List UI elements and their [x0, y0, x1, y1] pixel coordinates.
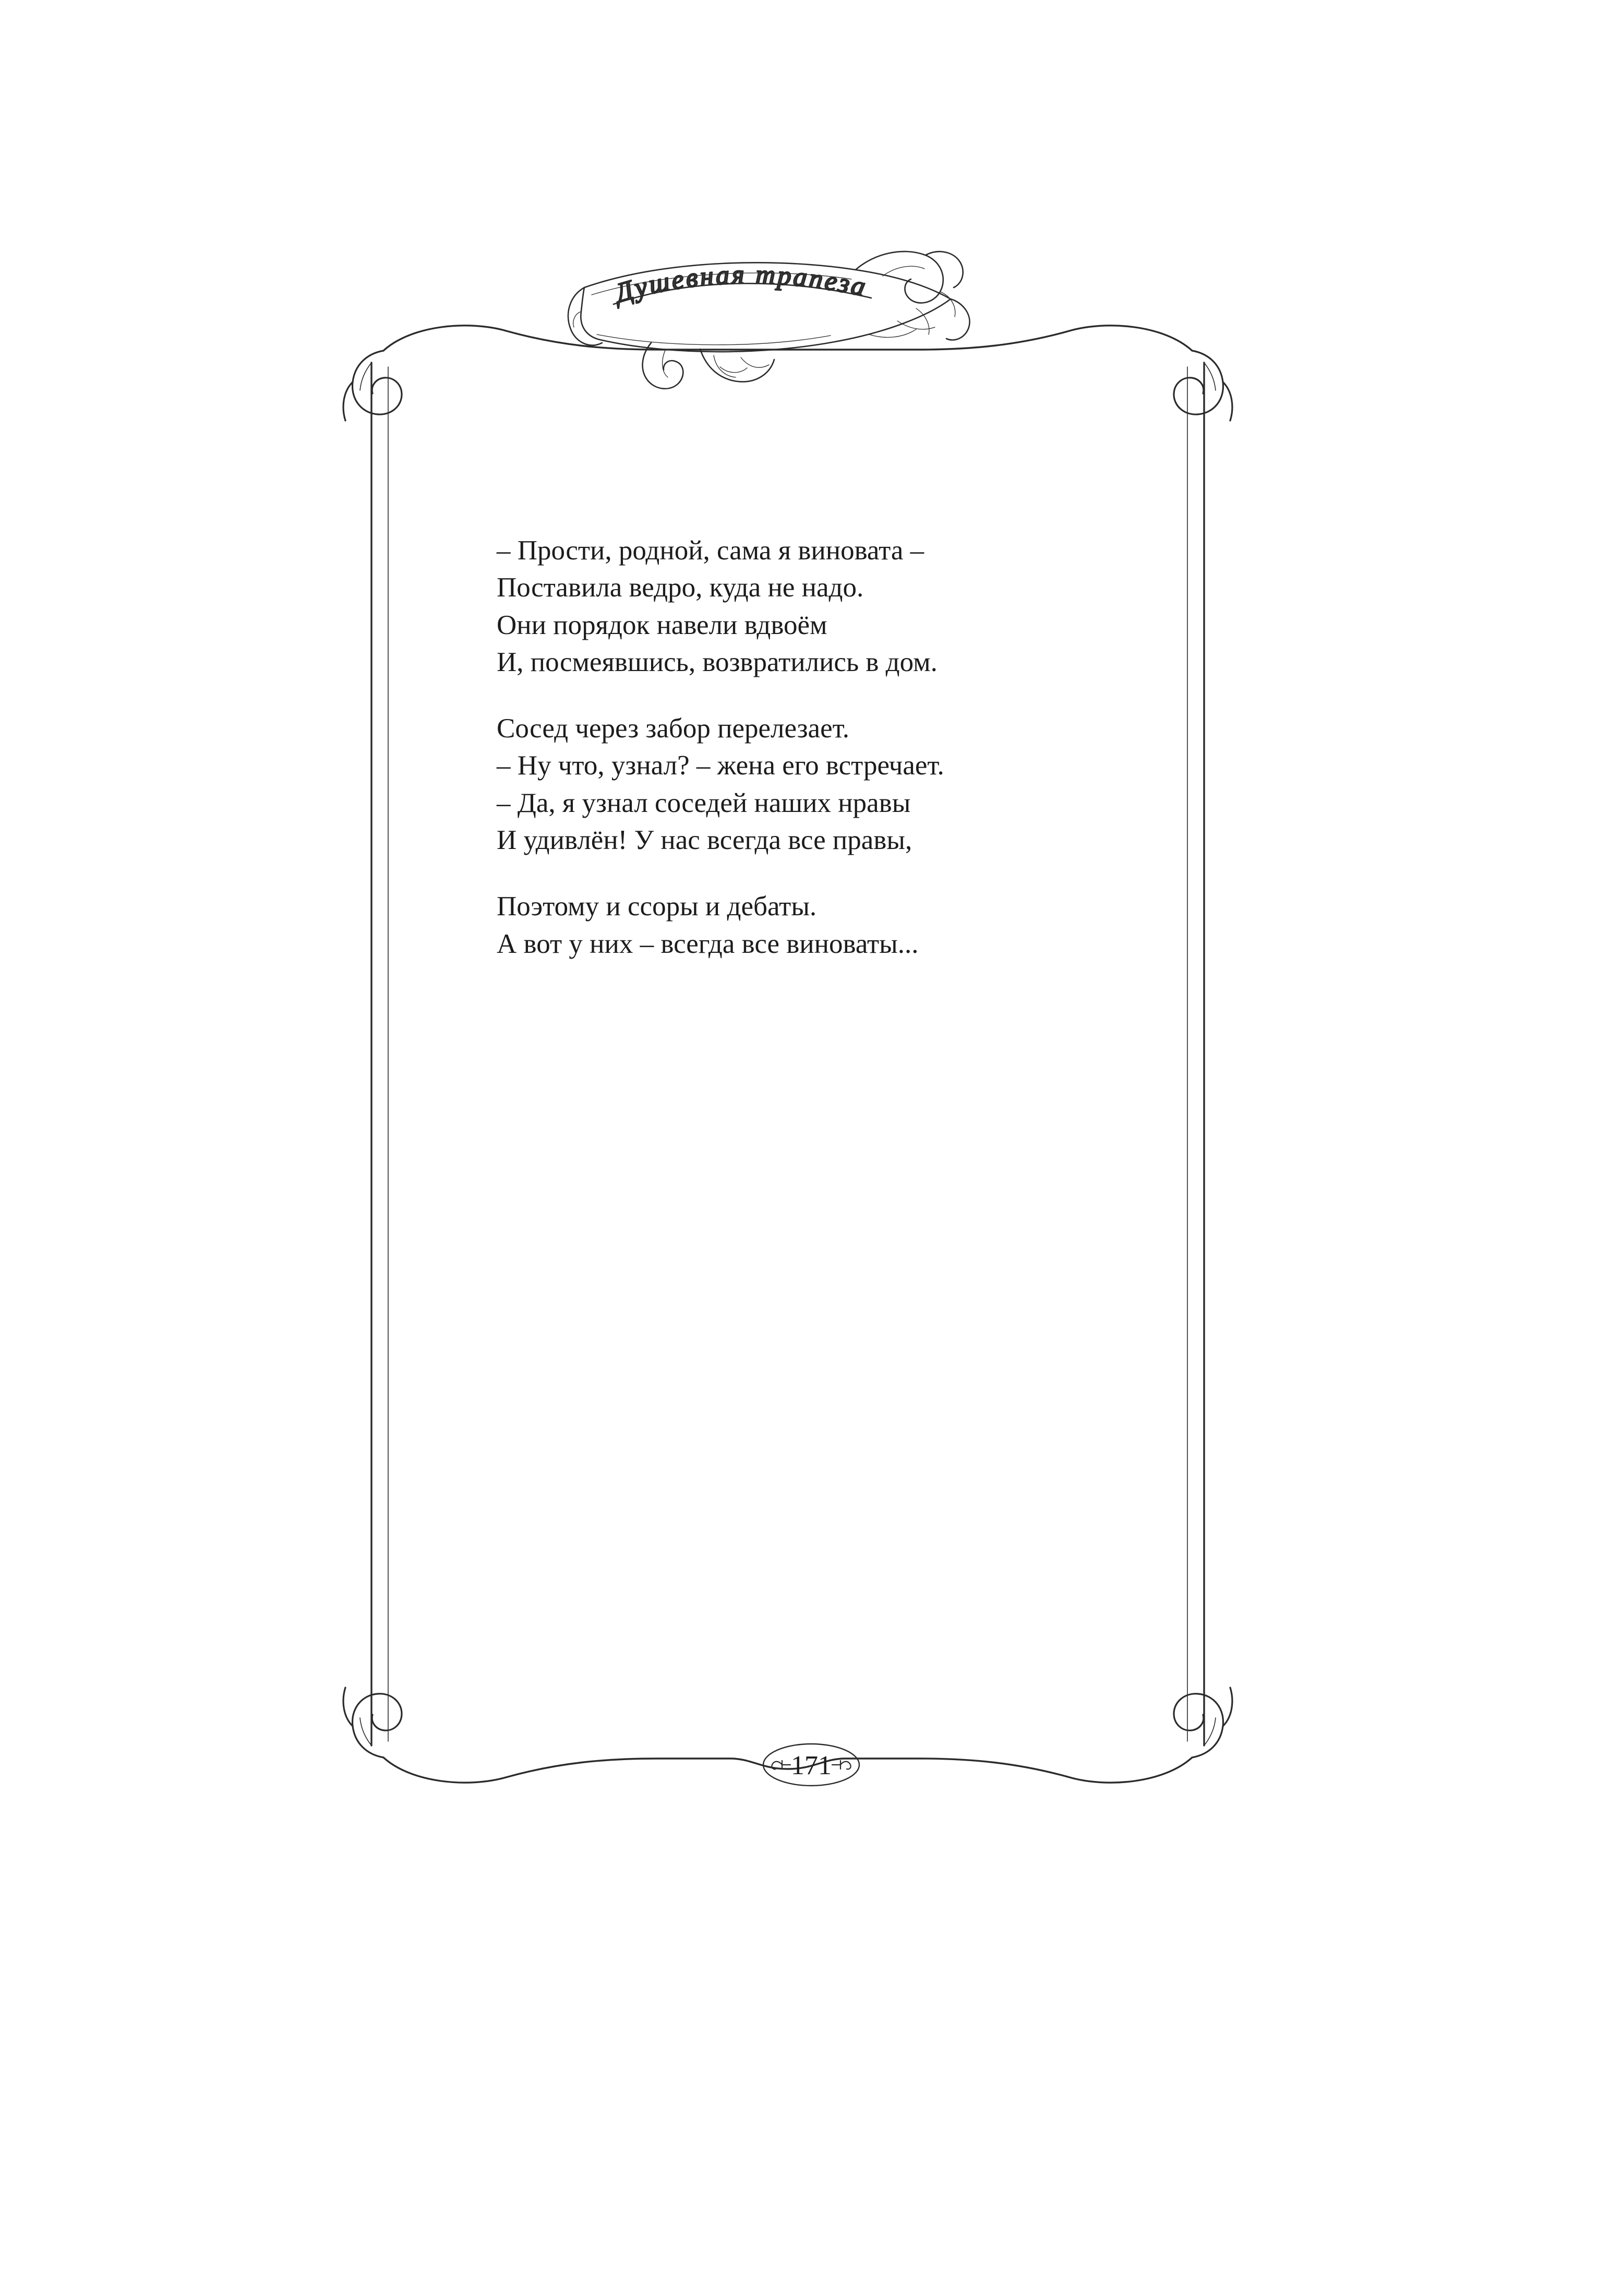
- poem-line: И удивлён! У нас всегда все правы,: [497, 824, 912, 855]
- corner-scroll-ornament: [343, 351, 402, 421]
- poem-line: Сосед через забор перелезает.: [497, 713, 850, 744]
- corner-scroll-ornament: [1174, 1688, 1232, 1757]
- poem-line: Они порядок навели вдвоём: [497, 609, 827, 640]
- page-number-cartouche: [738, 1738, 884, 1792]
- corner-scroll-ornament: [1174, 351, 1232, 421]
- poem-line: Поставила ведро, куда не надо.: [497, 572, 864, 603]
- poem-line: – Да, я узнал соседей наших нравы: [497, 787, 911, 818]
- stanza: [497, 532, 1175, 681]
- corner-scroll-ornament: [343, 1688, 402, 1757]
- poem-line: И, посмеявшись, возвратились в дом.: [497, 647, 938, 677]
- running-head: Душевная трапеза: [611, 260, 870, 309]
- poem-line: – Ну что, узнал? – жена его встречает.: [497, 750, 944, 781]
- page-number: 171: [791, 1751, 832, 1780]
- header-ribbon-banner: [563, 237, 1017, 410]
- poem-line: – Прости, родной, сама я виновата –: [497, 535, 924, 566]
- fleuron-left-icon: [772, 1761, 790, 1769]
- stanza: [497, 888, 1175, 963]
- fleuron-right-icon: [832, 1761, 851, 1769]
- poem-line: А вот у них – всегда все виноваты...: [497, 928, 919, 959]
- poem-line: Поэтому и ссоры и дебаты.: [497, 891, 817, 922]
- poem-body: [497, 532, 1175, 963]
- stanza: [497, 710, 1175, 859]
